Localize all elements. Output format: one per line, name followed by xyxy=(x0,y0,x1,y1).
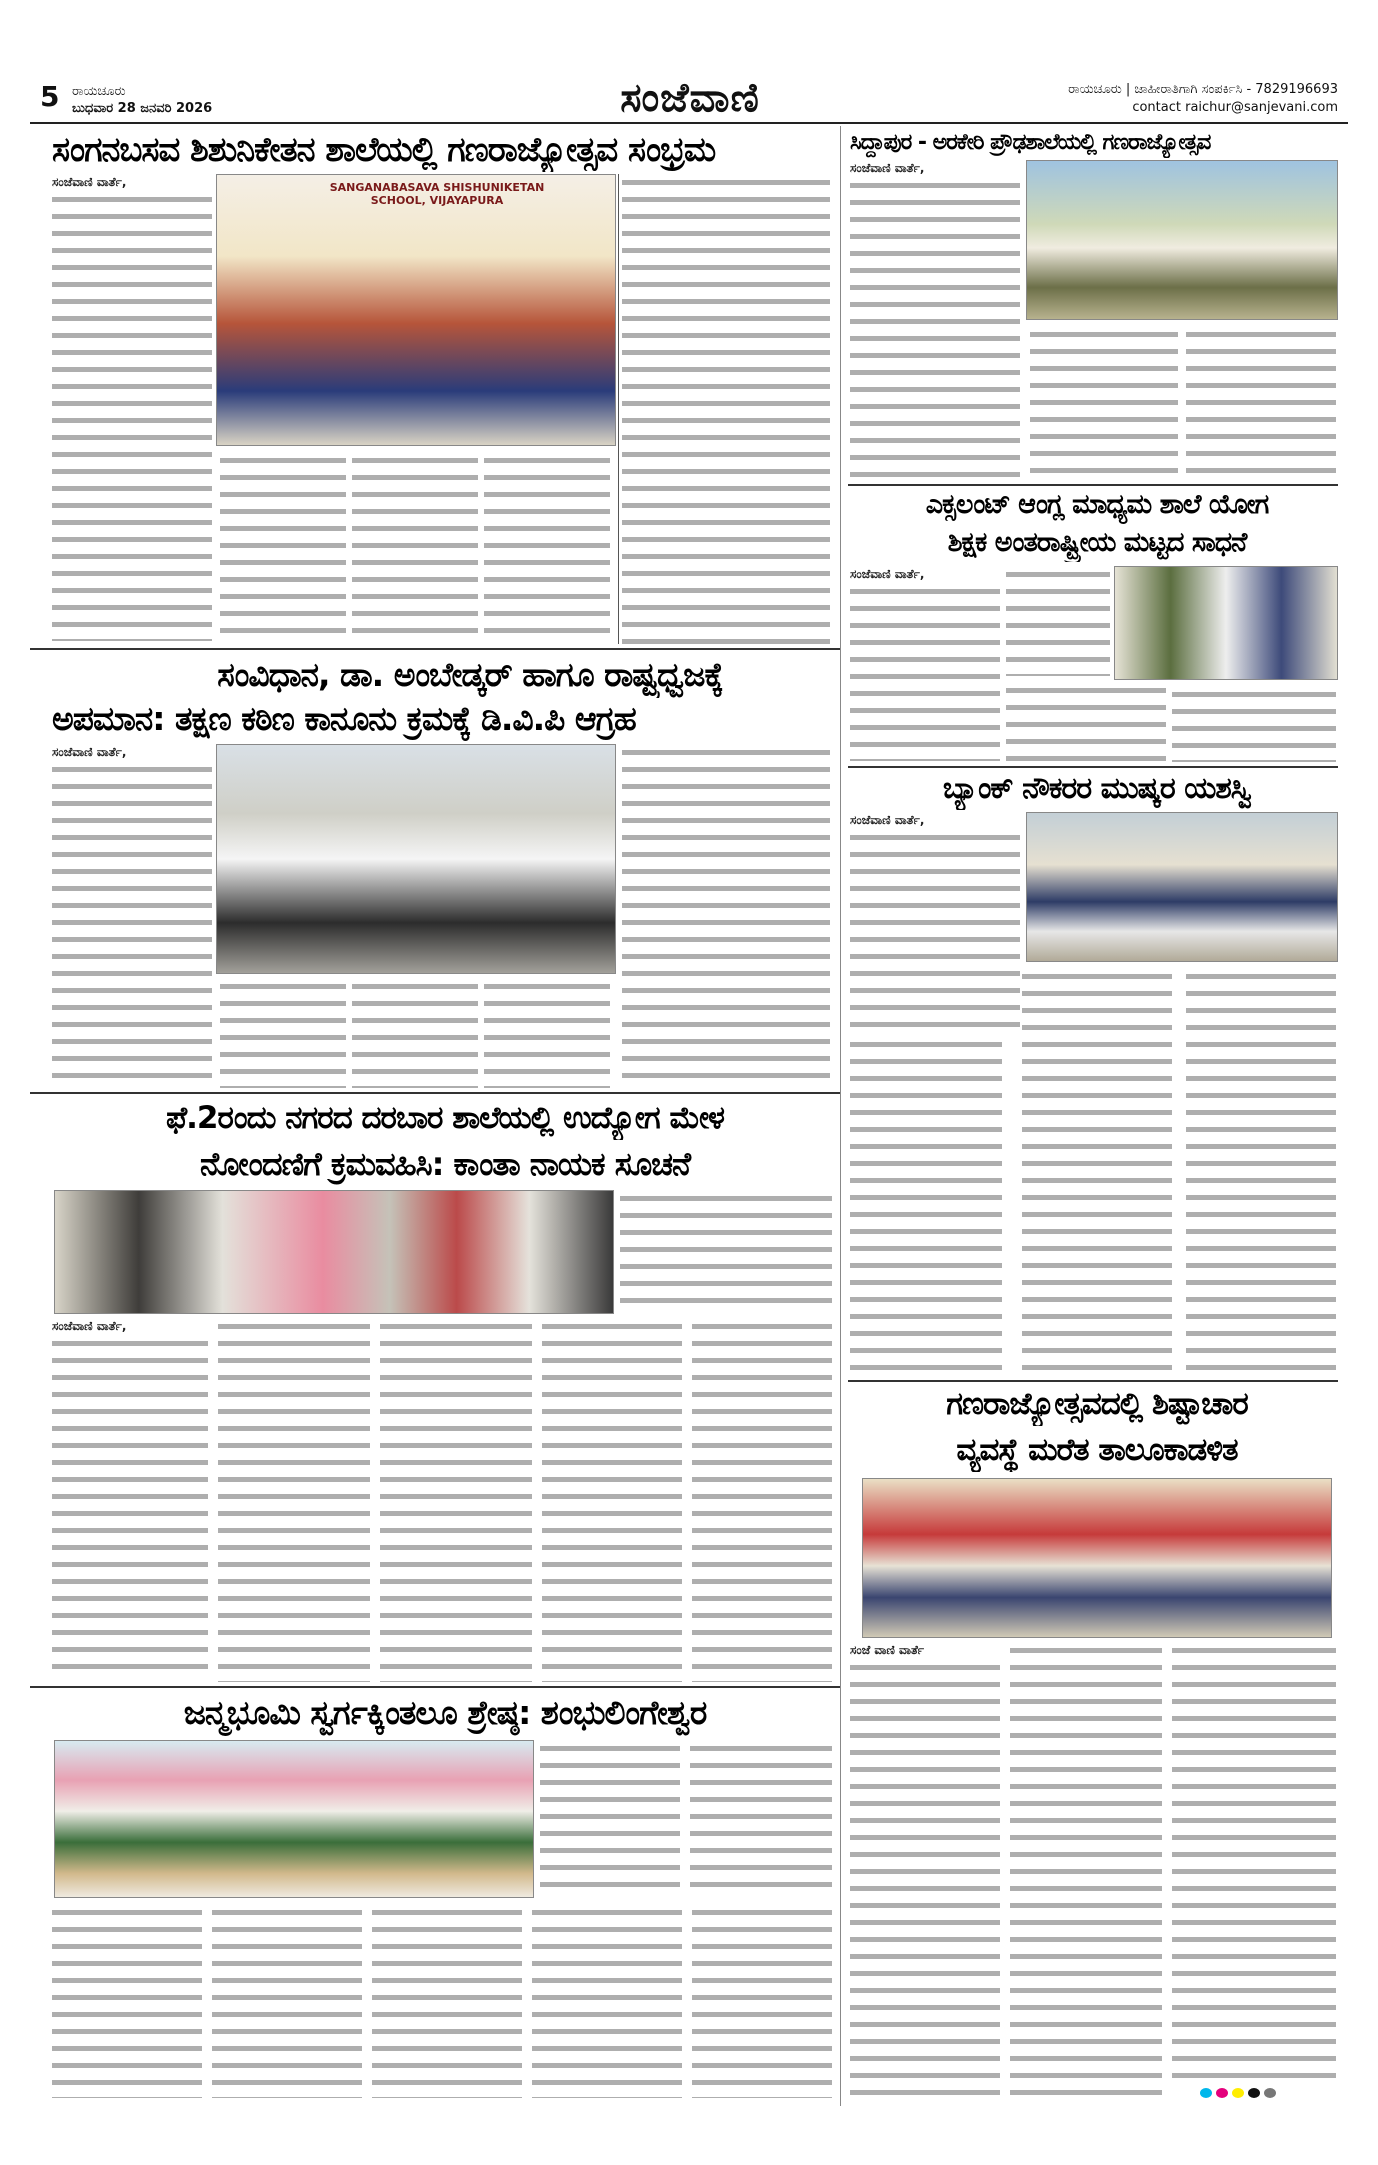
article-body-column xyxy=(52,174,212,644)
masthead-date: ಬುಧವಾರ 28 ಜನವರಿ 2026 xyxy=(72,101,213,116)
article-body-column xyxy=(622,174,830,644)
article-body-column xyxy=(220,452,346,644)
newspaper-logo xyxy=(560,74,820,121)
article-body-column xyxy=(690,1740,832,1898)
masthead-city: ರಾಯಚೂರು xyxy=(72,84,126,99)
article-body-column xyxy=(218,1318,370,1682)
article-body-column xyxy=(52,1904,202,2098)
article-body-column xyxy=(372,1904,522,2098)
article-dateline: ಸಂಜೆವಾಣಿ ವಾರ್ತೆ, xyxy=(850,161,925,175)
article-body-column xyxy=(620,1190,832,1314)
article-body-column xyxy=(52,744,212,1088)
logo-text: ಸಂಜೆವಾಣಿ xyxy=(620,74,760,121)
masthead-rule xyxy=(30,122,1348,124)
article-body-column xyxy=(622,744,830,1088)
article-body-column xyxy=(484,452,610,644)
article-body-column xyxy=(1172,1642,1336,2082)
masthead-email: contact raichur@sanjevani.com xyxy=(1132,100,1338,115)
article-body-column xyxy=(380,1318,532,1682)
column-rule xyxy=(618,174,619,644)
print-mark xyxy=(1216,2088,1228,2098)
article-headline: ಜನ್ಮಭೂಮಿ ಸ್ವರ್ಗಕ್ಕಿಂತಲೂ ಶ್ರೇಷ್ಠ: ಶಂಭುಲಿಂಗೇಶ್ವರ xyxy=(183,1693,707,1732)
article-headline: ಎಕ್ಸಲಂಟ್ ಆಂಗ್ಲ ಮಾಧ್ಯಮ ಶಾಲೆ ಯೋಗ xyxy=(925,489,1269,520)
article-body-column xyxy=(1186,968,1336,1376)
article-headline: ಗಣರಾಜ್ಯೋತ್ಸವದಲ್ಲಿ ಶಿಷ್ಟಾಚಾರ xyxy=(946,1386,1248,1422)
article-body-column xyxy=(532,1904,682,2098)
main-column-divider xyxy=(840,126,841,2106)
article-dateline: ಸಂಜೆವಾಣಿ ವಾರ್ತೆ, xyxy=(52,1319,127,1333)
article-body-column xyxy=(352,452,478,644)
article-photo xyxy=(1026,812,1338,962)
photo-banner-text: SANGANABASAVA SHISHUNIKETAN SCHOOL, VIJAYAPURA xyxy=(329,181,545,207)
print-mark xyxy=(1232,2088,1244,2098)
article-dateline: ಸಂಜೆ ವಾಣಿ ವಾರ್ತೆ xyxy=(850,1643,925,1657)
article-photo xyxy=(54,1190,614,1314)
article-body-column xyxy=(850,160,1020,480)
article-headline: ಸಂವಿಧಾನ, ಡಾ. ಅಂಬೇಡ್ಕರ್ ಹಾಗೂ ರಾಷ್ಟ್ರಧ್ವಜಕ್ಕೆ xyxy=(217,655,723,694)
article-body-column xyxy=(850,1036,1002,1376)
print-mark xyxy=(1200,2088,1212,2098)
article-body-column xyxy=(220,978,346,1088)
article-body-column xyxy=(1006,566,1110,676)
article-dateline: ಸಂಜೆವಾಣಿ ವಾರ್ತೆ, xyxy=(52,745,127,759)
article-headline: ಫೆ.2ರಂದು ನಗರದ ದರಬಾರ ಶಾಲೆಯಲ್ಲಿ ಉದ್ಯೋಗ ಮೇಳ xyxy=(166,1100,724,1136)
article-photo xyxy=(862,1478,1332,1638)
article-headline-line2: ನೋಂದಣಿಗೆ ಕ್ರಮವಹಿಸಿ: ಕಾಂತಾ ನಾಯಕ ಸೂಚನೆ xyxy=(199,1145,691,1183)
section-rule xyxy=(30,648,840,650)
section-rule xyxy=(30,1092,840,1094)
article-body-column xyxy=(1030,326,1178,480)
article-headline: ಬ್ಯಾಂಕ್ ನೌಕರರ ಮುಷ್ಕರ ಯಶಸ್ವಿ xyxy=(942,771,1252,806)
article-dateline: ಸಂಜೆವಾಣಿ ವಾರ್ತೆ, xyxy=(52,175,127,189)
article-body-column xyxy=(692,1318,832,1682)
article-body-column xyxy=(1022,968,1172,1376)
article-photo xyxy=(216,174,616,446)
article-body-column xyxy=(212,1904,362,2098)
print-mark xyxy=(1264,2088,1276,2098)
article-dateline: ಸಂಜೆವಾಣಿ ವಾರ್ತೆ, xyxy=(850,567,925,581)
article-body-column xyxy=(52,1318,208,1682)
print-mark xyxy=(1248,2088,1260,2098)
article-photo xyxy=(1026,160,1338,320)
article-dateline: ಸಂಜೆವಾಣಿ ವಾರ್ತೆ, xyxy=(850,813,925,827)
article-body-column xyxy=(850,566,1000,762)
article-body-column xyxy=(1010,1642,1162,2098)
article-photo xyxy=(216,744,616,974)
article-headline: ಸಂಗನಬಸವ ಶಿಶುನಿಕೇತನ ಶಾಲೆಯಲ್ಲಿ ಗಣರಾಜ್ಯೋತ್ಸವ ಸಂಭ್ರಮ xyxy=(52,130,716,170)
article-body-column xyxy=(540,1740,680,1898)
article-headline: ಸಿದ್ದಾಪುರ - ಅರಕೇರಿ ಪ್ರೌಢಶಾಲೆಯಲ್ಲಿ ಗಣರಾಜ್ಯೋತ್ಸವ xyxy=(850,130,1211,155)
page-number: 5 xyxy=(40,80,60,113)
article-body-column xyxy=(692,1904,832,2098)
article-headline-line2: ಶಿಕ್ಷಕ ಅಂತರಾಷ್ಟ್ರೀಯ ಮಟ್ಟದ ಸಾಧನೆ xyxy=(947,527,1247,558)
article-body-column xyxy=(850,1642,1000,2098)
article-body-column xyxy=(1006,682,1166,762)
article-body-column xyxy=(484,978,610,1088)
article-body-column xyxy=(542,1318,682,1682)
article-body-column xyxy=(850,812,1020,1032)
article-body-column xyxy=(1186,326,1336,480)
article-body-column xyxy=(352,978,478,1088)
article-headline-line2: ವ್ಯವಸ್ಥೆ ಮರೆತ ತಾಲೂಕಾಡಳಿತ xyxy=(956,1432,1238,1468)
article-photo xyxy=(1114,566,1338,680)
masthead-contact-line: ರಾಯಚೂರು | ಜಾಹೀರಾತಿಗಾಗಿ ಸಂಪರ್ಕಿಸಿ - 7829196693 xyxy=(1068,82,1338,97)
section-rule xyxy=(30,1686,840,1688)
article-photo xyxy=(54,1740,534,1898)
article-headline-line2: ಅಪಮಾನ: ತಕ್ಷಣ ಕಠಿಣ ಕಾನೂನು ಕ್ರಮಕ್ಕೆ ಡಿ.ವಿ.ಪಿ ಆಗ್ರಹ xyxy=(52,699,636,738)
article-body-column xyxy=(1172,686,1336,762)
